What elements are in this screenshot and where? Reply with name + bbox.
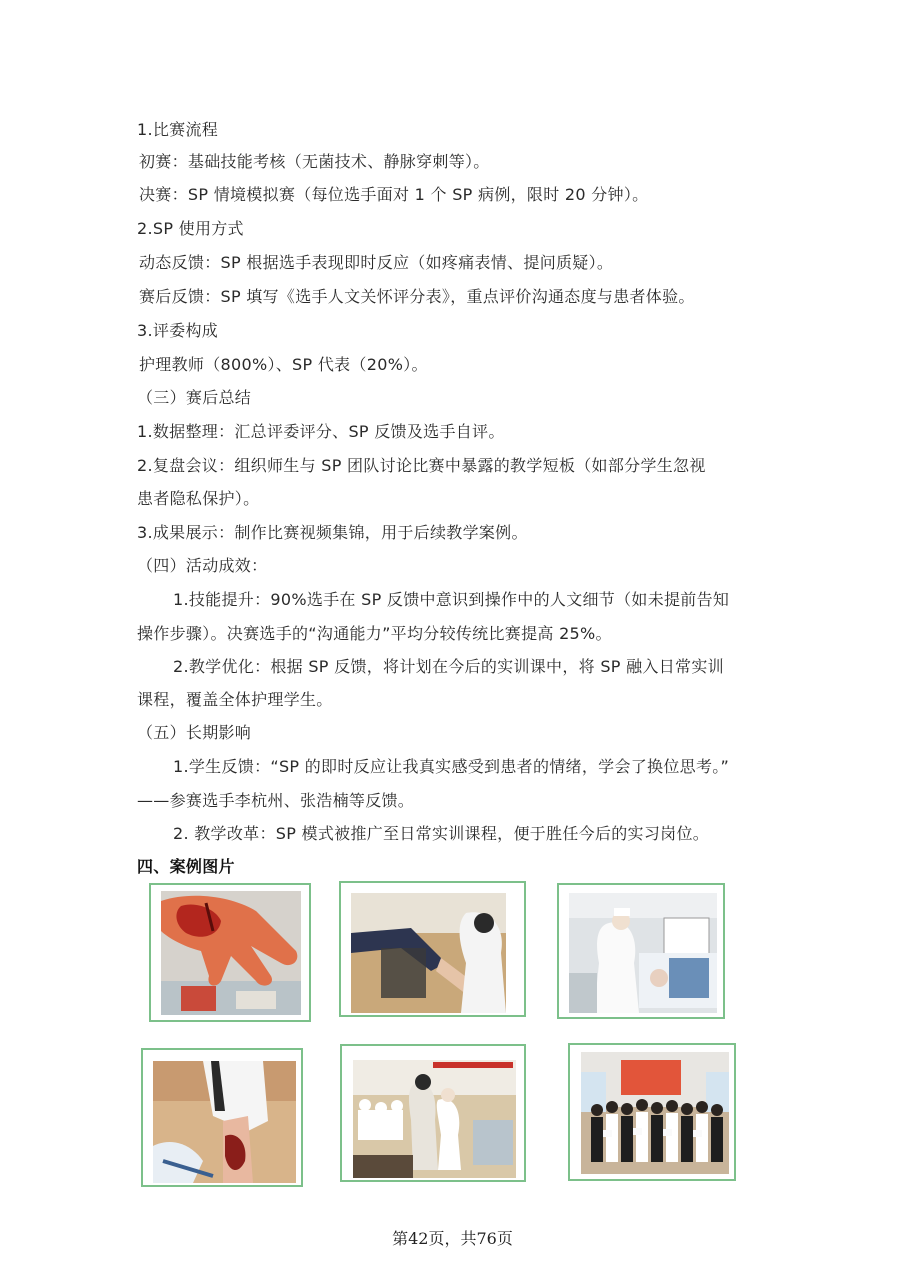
- text-line: 3.成果展示：制作比赛视频集锦，用于后续教学案例。: [137, 523, 528, 542]
- text-line: 护理教师（800%）、SP 代表（20%）。: [139, 355, 428, 374]
- text-line: 课程，覆盖全体护理学生。: [137, 690, 333, 709]
- text-line: 赛后反馈：SP 填写《选手人文关怀评分表》，重点评价沟通态度与患者体验。: [139, 287, 695, 306]
- bedside-care-photo: [569, 893, 717, 1013]
- leg-treatment-photo: [351, 893, 506, 1013]
- case-photo-frame: [149, 883, 311, 1022]
- text-line: 2.教学优化：根据 SP 反馈，将计划在今后的实训课中，将 SP 融入日常实训: [173, 657, 724, 676]
- text-line: 2.SP 使用方式: [137, 219, 244, 238]
- text-line: （五）长期影响: [137, 723, 252, 742]
- section-heading: 四、案例图片: [137, 857, 235, 876]
- text-line: 操作步骤）。决赛选手的“沟通能力”平均分较传统比赛提高 25%。: [137, 624, 612, 643]
- text-line: 动态反馈：SP 根据选手表现即时反应（如疼痛表情、提问质疑）。: [139, 253, 614, 272]
- text-line: 初赛：基础技能考核（无菌技术、静脉穿刺等）。: [139, 152, 490, 171]
- case-photo-frame: [568, 1043, 736, 1181]
- text-line: 3.评委构成: [137, 321, 219, 340]
- text-line: 1.比赛流程: [137, 120, 219, 139]
- arm-wound-photo: [153, 1061, 296, 1183]
- text-line: 1.学生反馈：“SP 的即时反应让我真实感受到患者的情绪，学会了换位思考。”: [173, 757, 730, 776]
- case-photo-frame: [339, 881, 526, 1017]
- classroom-demo-photo: [353, 1060, 516, 1178]
- text-line: 1.数据整理：汇总评委评分、SP 反馈及选手自评。: [137, 422, 505, 441]
- page-footer: 第42页，共76页: [392, 1229, 513, 1248]
- text-line: （四）活动成效：: [137, 556, 268, 575]
- group-award-photo: [581, 1052, 729, 1174]
- case-photo-frame: [141, 1048, 303, 1187]
- text-line: （三）赛后总结: [137, 388, 252, 407]
- text-line: ——参赛选手李杭州、张浩楠等反馈。: [137, 791, 415, 810]
- case-photo-frame: [557, 883, 725, 1019]
- wounded-hand-photo: [161, 891, 301, 1015]
- case-photo-frame: [340, 1044, 526, 1182]
- text-line: 1.技能提升：90%选手在 SP 反馈中意识到操作中的人文细节（如未提前告知: [173, 590, 730, 609]
- text-line: 决赛：SP 情境模拟赛（每位选手面对 1 个 SP 病例，限时 20 分钟）。: [139, 185, 649, 204]
- text-line: 2. 教学改革：SP 模式被推广至日常实训课程，便于胜任今后的实习岗位。: [173, 824, 710, 843]
- text-line: 2.复盘会议：组织师生与 SP 团队讨论比赛中暴露的教学短板（如部分学生忽视: [137, 456, 706, 475]
- text-line: 患者隐私保护）。: [137, 489, 260, 508]
